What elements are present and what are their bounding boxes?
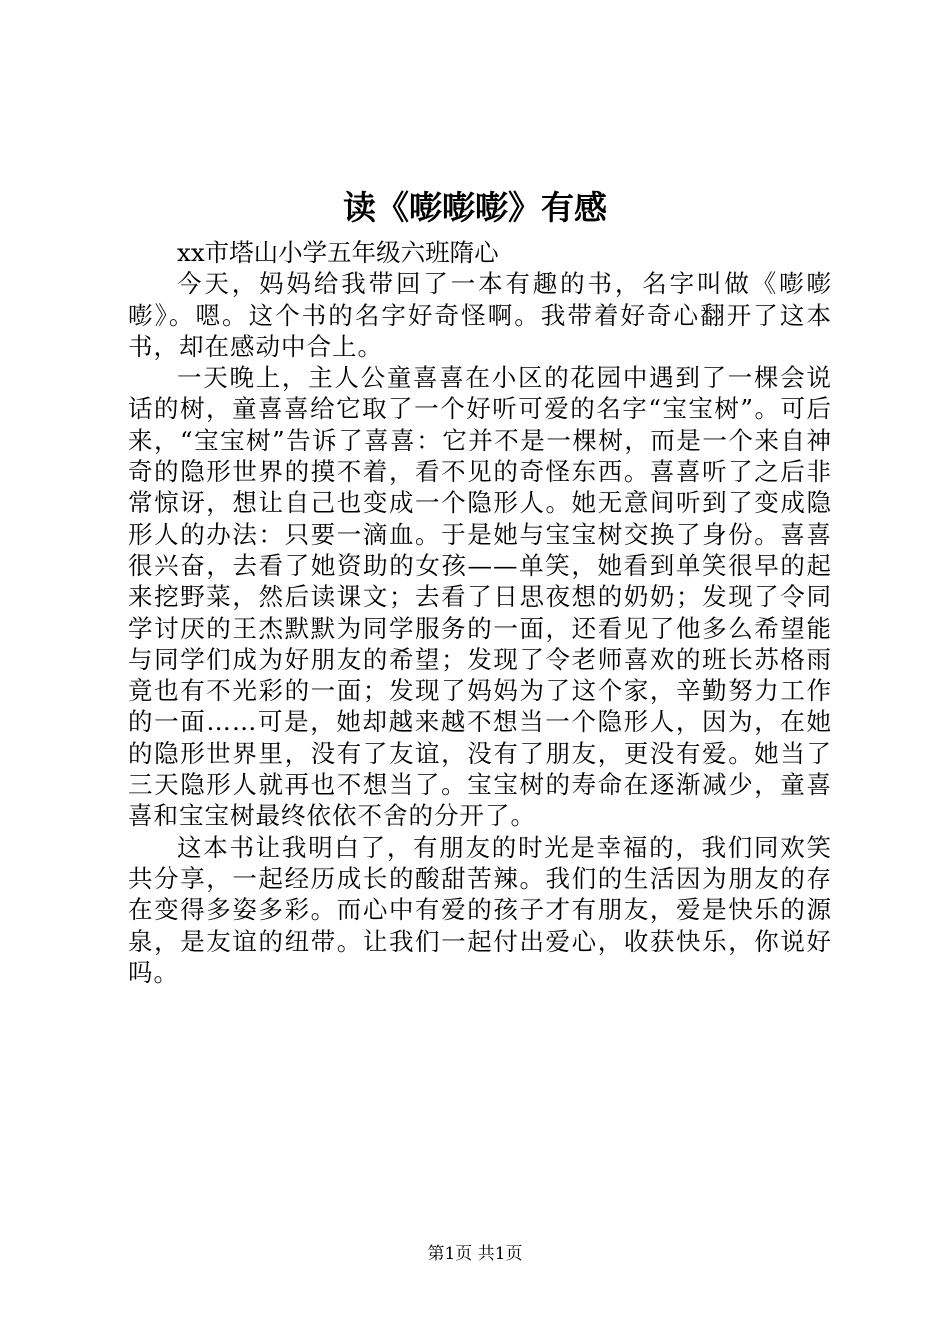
page-footer: 第1页 共1页 bbox=[427, 1244, 523, 1264]
paragraph-3: 这本书让我明白了，有朋友的时光是幸福的，我们同欢笑共分享，一起经历成长的酸甜苦辣。我们的生活因为朋友的存在变得多姿多彩。而心中有爱的孩子才有朋友，爱是快乐的源泉，是友谊的纽带。让我们一起付出爱心，收获快乐，你说好吗。 bbox=[128, 832, 832, 987]
document-body bbox=[128, 237, 832, 988]
author-line: xx市塔山小学五年级六班隋心 bbox=[177, 238, 499, 267]
paragraph-2: 一天晚上，主人公童喜喜在小区的花园中遇到了一棵会说话的树，童喜喜给它取了一个好听可爱的名字“宝宝树”。可后来，“宝宝树”告诉了喜喜：它并不是一棵树，而是一个来自神奇的隐形世界的摸不着，看不见的奇怪东西。喜喜听了之后非常惊讶，想让自己也变成一个隐形人。她无意间听到了变成隐形人的办法：只要一滴血。于是她与宝宝树交换了身份。喜喜很兴奋，去看了她资助的女孩——单笑，她看到单笑很早的起来挖野菜，然后读课文；去看了日思夜想的奶奶；发现了令同学讨厌的王杰默默为同学服务的一面，还看见了他多么希望能与同学们成为好朋友的希望；发现了令老师喜欢的班长苏格雨竟也有不光彩的一面；发现了妈妈为了这个家，辛勤努力工作的一面……可是，她却越来越不想当一个隐形人，因为，在她的隐形世界里，没有了友谊，没有了朋友，更没有爱。她当了三天隐形人就再也不想当了。宝宝树的寿命在逐渐减少，童喜喜和宝宝树最终依依不舍的分开了。 bbox=[128, 363, 832, 831]
paragraph-1: 今天，妈妈给我带回了一本有趣的书，名字叫做《嘭嘭嘭》。嗯。这个书的名字好奇怪啊。我带着好奇心翻开了这本书，却在感动中合上。 bbox=[128, 269, 832, 361]
document-title: 读《嘭嘭嘭》有感 bbox=[343, 188, 607, 227]
